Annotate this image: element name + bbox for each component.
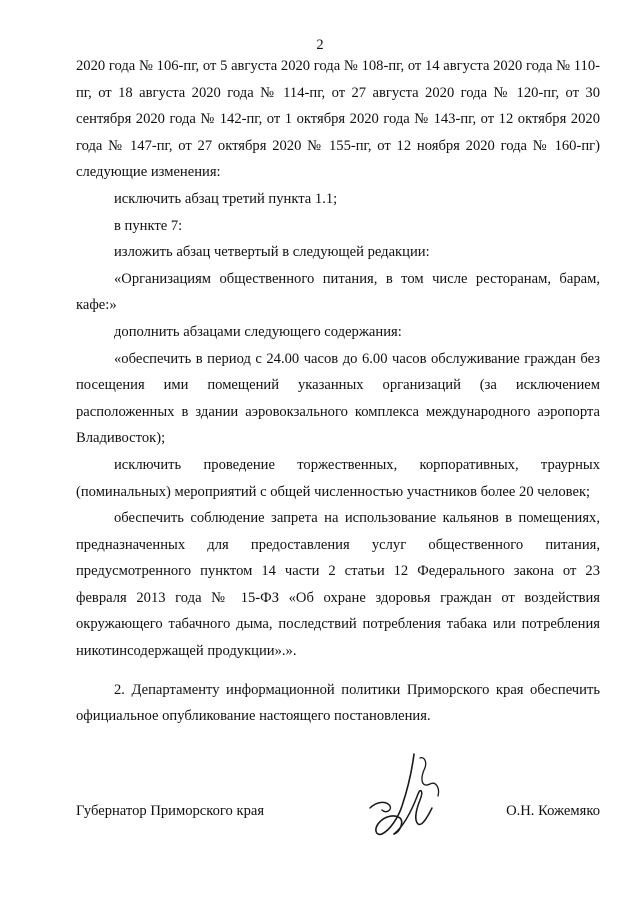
signatory-position: Губернатор Приморского края [76, 803, 265, 819]
paragraph-hookah-ban: обеспечить соблюдение запрета на использование кальянов в помещениях, предназначенных для предоставления услуг общественного питания, предусмотренного пунктом 14 части 2 статьи 12 Федерального закона от 23 февраля 2013 года № 15-ФЗ «Об охране здоровья граждан от воздействия окружающего табачного дыма, последствий потребления табака или потребления никотинсодержащей продукции».». [76, 510, 600, 660]
paragraph-amendments-list: 2020 года № 106-пг, от 5 августа 2020 года № 108-пг, от 14 августа 2020 года № 110-пг, от 18 августа 2020 года № 114-пг, от 27 августа 2020 года № 120-пг, от 30 сентября 2020 года № 142-пг, от 1 октября 2020 года № 143-пг, от 12 октября 2020 года № 147-пг, от 27 октября 2020 № 155-пг, от 12 ноября 2020 года № 160-пг) следующие изменения: [76, 58, 600, 181]
paragraph-publication-order: 2. Департаменту информационной политики Приморского края обеспечить официальное опубликование настоящего постановления. [76, 681, 600, 725]
paragraph-exclude-events: исключить проведение торжественных, корпоративных, траурных (поминальных) мероприятий с общей численностью участников более 20 человек; [76, 456, 600, 500]
paragraph-catering-organizations: «Организациям общественного питания, в том числе ресторанам, барам, кафе:» [76, 270, 600, 314]
page-number: 2 [316, 37, 324, 53]
paragraph-supplement-paragraphs: дополнить абзацами следующего содержания: [114, 323, 402, 340]
paragraph-exclude-para-1-1: исключить абзац третий пункта 1.1; [114, 190, 338, 207]
signature-block [76, 801, 600, 841]
paragraph-restate-fourth: изложить абзац четвертый в следующей редакции: [114, 244, 430, 261]
document-body [76, 53, 600, 730]
paragraph-item-7: в пункте 7: [114, 217, 183, 234]
paragraph-service-hours: «обеспечить в период с 24.00 часов до 6.00 часов обслуживание граждан без посещения ими помещений указанных организаций (за исключением расположенных в здании аэровокзального комплекса международного аэропорта Владивосток); [76, 350, 600, 447]
signatory-name: О.Н. Кожемяко [506, 803, 600, 819]
